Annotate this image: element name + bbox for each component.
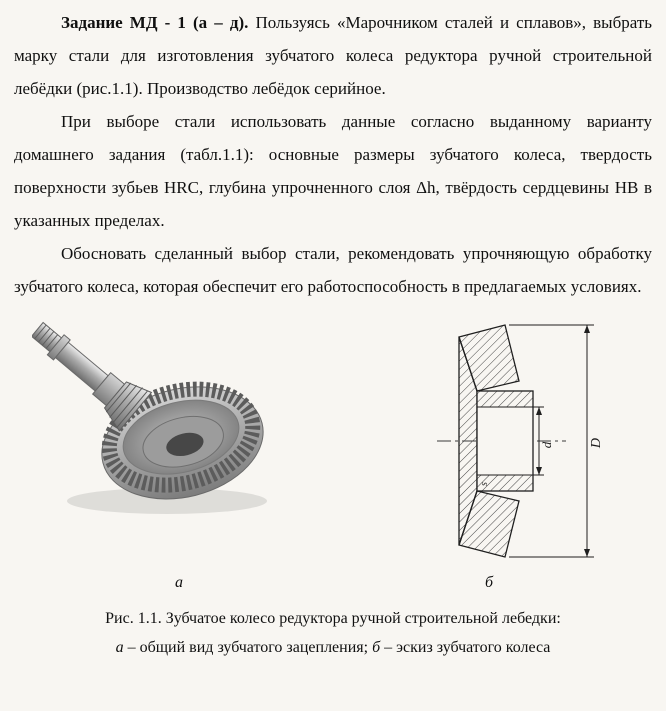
figure-sublabels: [14, 574, 652, 592]
caption-text-2: – эскиз зубчатого колеса: [380, 639, 551, 656]
arrowhead: [536, 407, 542, 415]
caption-letter-b: б: [372, 639, 381, 656]
figure-label-b: б: [484, 574, 494, 591]
paragraph-justification: Обосновать сделанный выбор стали, рекомендовать упрочняющую обработку зубчатого колеса, которая обеспечит его работоспособность в предлагаемых условиях.: [14, 244, 652, 296]
figure-sketch-gear-wheel: [431, 321, 646, 566]
assignment-title: Задание МД - 1 (а – д).: [61, 13, 249, 32]
figure-row: [14, 321, 652, 568]
figure-caption-line2: [14, 633, 652, 662]
figure-label-a: а: [175, 574, 183, 591]
hub-upper-section: [477, 391, 533, 407]
arrowhead: [536, 467, 542, 475]
dimension-label-d: d: [539, 441, 554, 449]
figure-caption: [14, 604, 652, 662]
caption-letter-a: а: [115, 639, 124, 656]
figure-caption-line1: Рис. 1.1. Зубчатое колесо редуктора ручной строительной лебедки:: [105, 610, 561, 627]
caption-text-1: – общий вид зубчатого зацепления;: [123, 639, 373, 656]
figure-photo-bevel-gear: [32, 321, 282, 521]
paragraph-variant-data: При выборе стали использовать данные согласно выданному варианту домашнего задания (табл.1.1): основные размеры зубчатого колеса, твердость поверхности зубьев HRC, глубина упрочненного слоя Δh, твёрдость сердцевины НВ в указанных пределах.: [14, 112, 652, 230]
arrowhead: [584, 325, 590, 333]
dimension-label-s: s: [479, 482, 490, 486]
arrowhead: [584, 549, 590, 557]
pinion-shaft: [32, 321, 151, 431]
paragraph-assignment-text: Пользуясь «Марочником сталей и сплавов», выбрать марку стали для изготовления зубчатого колеса редуктора ручной строительной лебёдки (рис.1.1). Производство лебёдок серийное.: [14, 13, 652, 98]
dimension-label-D: D: [589, 437, 604, 449]
paragraph-assignment: [14, 6, 652, 105]
